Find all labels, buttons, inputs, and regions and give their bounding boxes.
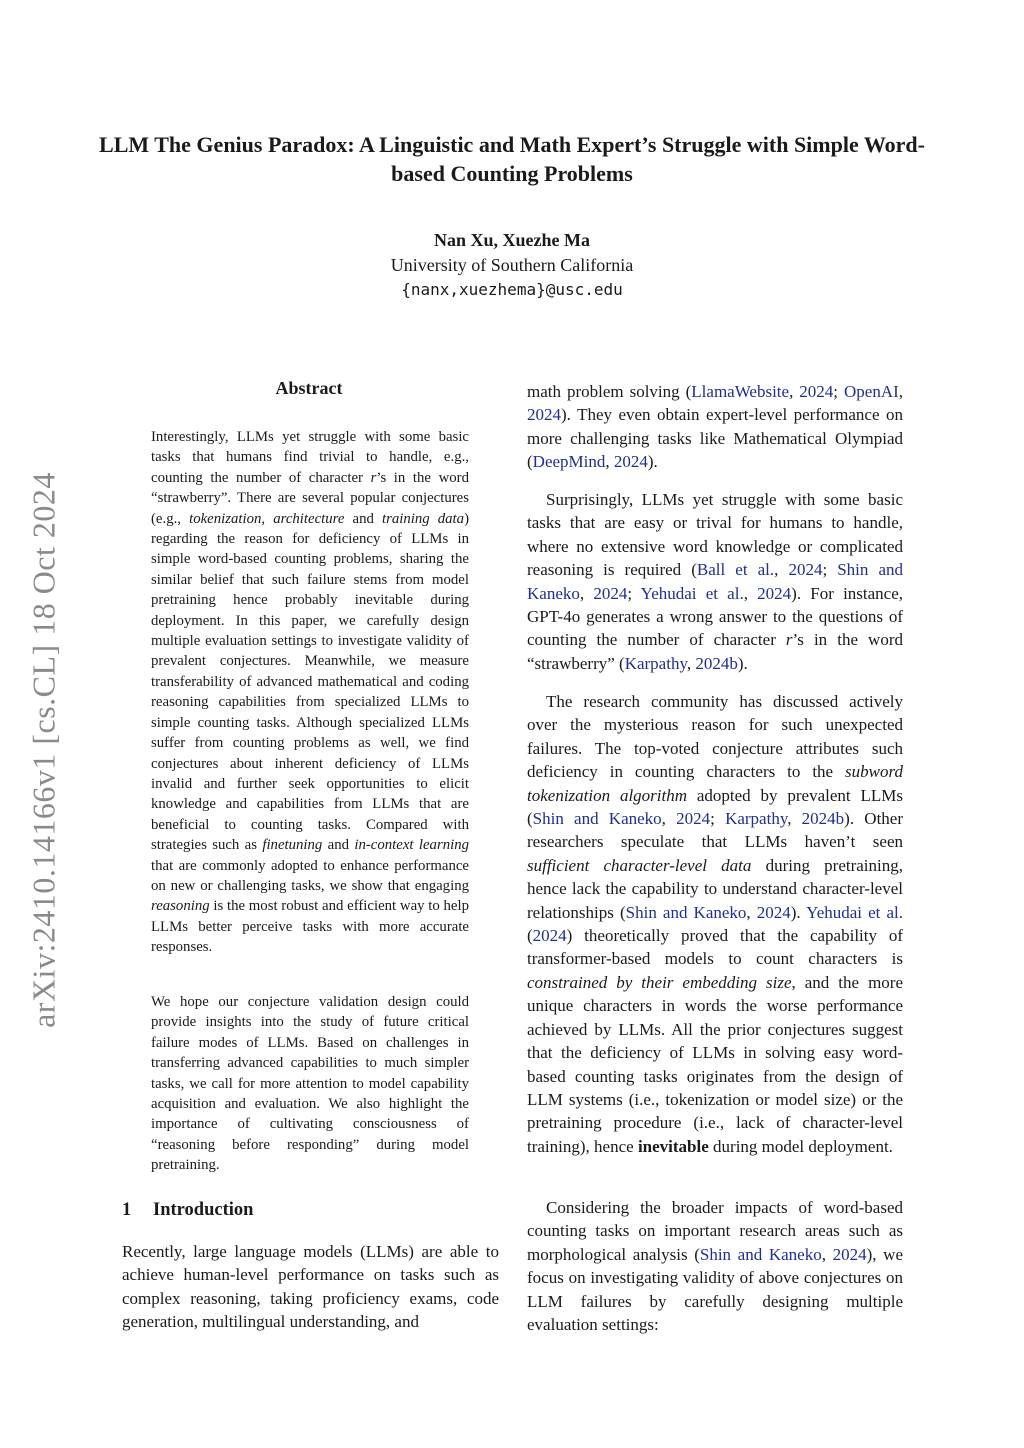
citation-link[interactable]: Yehudai et al. <box>640 583 744 603</box>
abstract-paragraph-1: Interestingly, LLMs yet struggle with some basic tasks that humans find trivial to handle, e.g., counting the number of character r’s in the word “strawberry”. There are several popular conjectures (e.g., tokenization, architecture and training data) regarding the reason for deficiency of LLMs in simple word-based counting problems, sharing the similar belief that such failure stems from model pretraining hence probably inevitable during deployment. In this paper, we carefully design multiple evaluation settings to investigate validity of prevalent conjectures. Meanwhile, we measure transferability of advanced mathematical and coding reasoning capabilities from specialized LLMs to simple counting tasks. Although specialized LLMs suffer from counting problems as well, we find conjectures about inherent deficiency of LLMs invalid and further seek opportunities to elicit knowledge and capabilities from LLMs that are beneficial to counting tasks. Compared with strategies such as finetuning and in-context learning that are commonly adopted to enhance performance on new or challenging tasks, we show that engaging reasoning is the most robust and efficient way to help LLMs better perceive tasks with more accurate responses. <box>151 429 470 956</box>
affiliation: University of Southern California <box>390 255 634 275</box>
citation-link[interactable]: 2024 <box>593 583 628 603</box>
citation-link[interactable]: OpenAI <box>844 382 899 401</box>
citation-link[interactable]: 2024b <box>801 809 845 829</box>
abstract-heading: Abstract <box>275 378 343 398</box>
citation-link[interactable]: Shin and Kaneko <box>625 902 747 922</box>
citation-link[interactable]: 2024 <box>613 452 648 472</box>
citation-link[interactable]: 2024 <box>757 583 792 603</box>
section-number: 1 <box>122 1200 132 1220</box>
citation-link[interactable]: Shin and Kaneko <box>532 809 662 829</box>
author-email: {nanx,xuezhema}@usc.edu <box>401 280 623 299</box>
intro-paragraph-1-continued: math problem solving (LlamaWebsite, 2024; OpenAI, 2024). They even obtain expert-level performance on more challenging tasks like Mathematical Olympiad (DeepMind, 2024). <box>527 382 904 472</box>
citation-link[interactable]: Yehudai et al. <box>806 902 903 922</box>
authors: Nan Xu, Xuezhe Ma <box>434 230 590 250</box>
citation-link[interactable]: 2024 <box>527 405 561 425</box>
citation-link[interactable]: Ball et al. <box>696 560 775 580</box>
citation-link[interactable]: DeepMind <box>532 452 606 472</box>
citation-link[interactable]: 2024 <box>756 902 791 922</box>
citation-link[interactable]: Shin and Kaneko <box>527 560 903 603</box>
citation-link[interactable]: 2024 <box>532 926 567 946</box>
citation-link[interactable]: 2024b <box>695 653 738 673</box>
section-heading-introduction <box>122 1200 253 1221</box>
intro-paragraph-1: Recently, large language models (LLMs) are able to achieve human-level performance on tasks such as complex reasoning, taking proficiency exams, code generation, multilingual understanding, and <box>122 1242 499 1332</box>
citation-link[interactable]: 2024 <box>788 560 823 580</box>
citation-link[interactable]: Karpathy <box>725 809 788 829</box>
citation-link[interactable]: 2024 <box>676 809 711 829</box>
intro-paragraph-2: Surprisingly, LLMs yet struggle with some basic tasks that are easy or trival for humans to handle, where no extensive word knowledge or complicated reasoning is required (Ball et al., 2024; Shin and Kaneko, 2024; Yehudai et al., 2024). For instance, GPT-4o generates a wrong answer to the questions of counting the number of character r’s in the word “strawberry” (Karpathy, 2024b). <box>527 490 904 673</box>
citation-link[interactable]: 2024 <box>832 1244 867 1264</box>
citation-link[interactable]: Shin and Kaneko <box>699 1244 822 1264</box>
intro-paragraph-4: Considering the broader impacts of word-based counting tasks on important research areas such as morphological analysis (Shin and Kaneko, 2024), we focus on investigating validity of above conjectures on LLM failures by carefully designing multiple evaluation settings: <box>527 1198 903 1335</box>
paper-title: LLM The Genius Paradox: A Linguistic and Math Expert’s Struggle with Simple Word-based Counting Problems <box>99 132 925 186</box>
arxiv-identifier: arXiv:2410.14166v1 [cs.CL] 18 Oct 2024 <box>25 472 62 1028</box>
citation-link[interactable]: LlamaWebsite <box>691 382 790 401</box>
section-title: Introduction <box>153 1200 254 1220</box>
intro-paragraph-3: The research community has discussed actively over the mysterious reason for such unexpected failures. The top-voted conjecture attributes such deficiency in counting characters to the subword tokenization algorithm adopted by prevalent LLMs (Shin and Kaneko, 2024; Karpathy, 2024b). Other researchers speculate that LLMs haven’t seen sufficient character-level data during pretraining, hence lack the capability to understand character-level relationships (Shin and Kaneko, 2024). Yehudai et al. (2024) theoretically proved that the capability of transformer-based models to count characters is constrained by their embedding size, and the more unique characters in words the worse performance achieved by LLMs. All the prior conjectures suggest that the deficiency of LLMs in solving easy word-based counting tasks originates from the design of LLM systems (i.e., tokenization or model size) or the pretraining procedure (i.e., lack of character-level training), hence inevitable during model deployment. <box>527 692 904 1156</box>
abstract-paragraph-2: We hope our conjecture validation design could provide insights into the study of future critical failure modes of LLMs. Based on challenges in transferring advanced capabilities to much simpler tasks, we call for more attention to model capability acquisition and evaluation. We also highlight the importance of cultivating consciousness of “reasoning before responding” during model pretraining. <box>151 994 469 1174</box>
citation-link[interactable]: 2024 <box>799 382 834 401</box>
citation-link[interactable]: Karpathy <box>624 653 687 673</box>
